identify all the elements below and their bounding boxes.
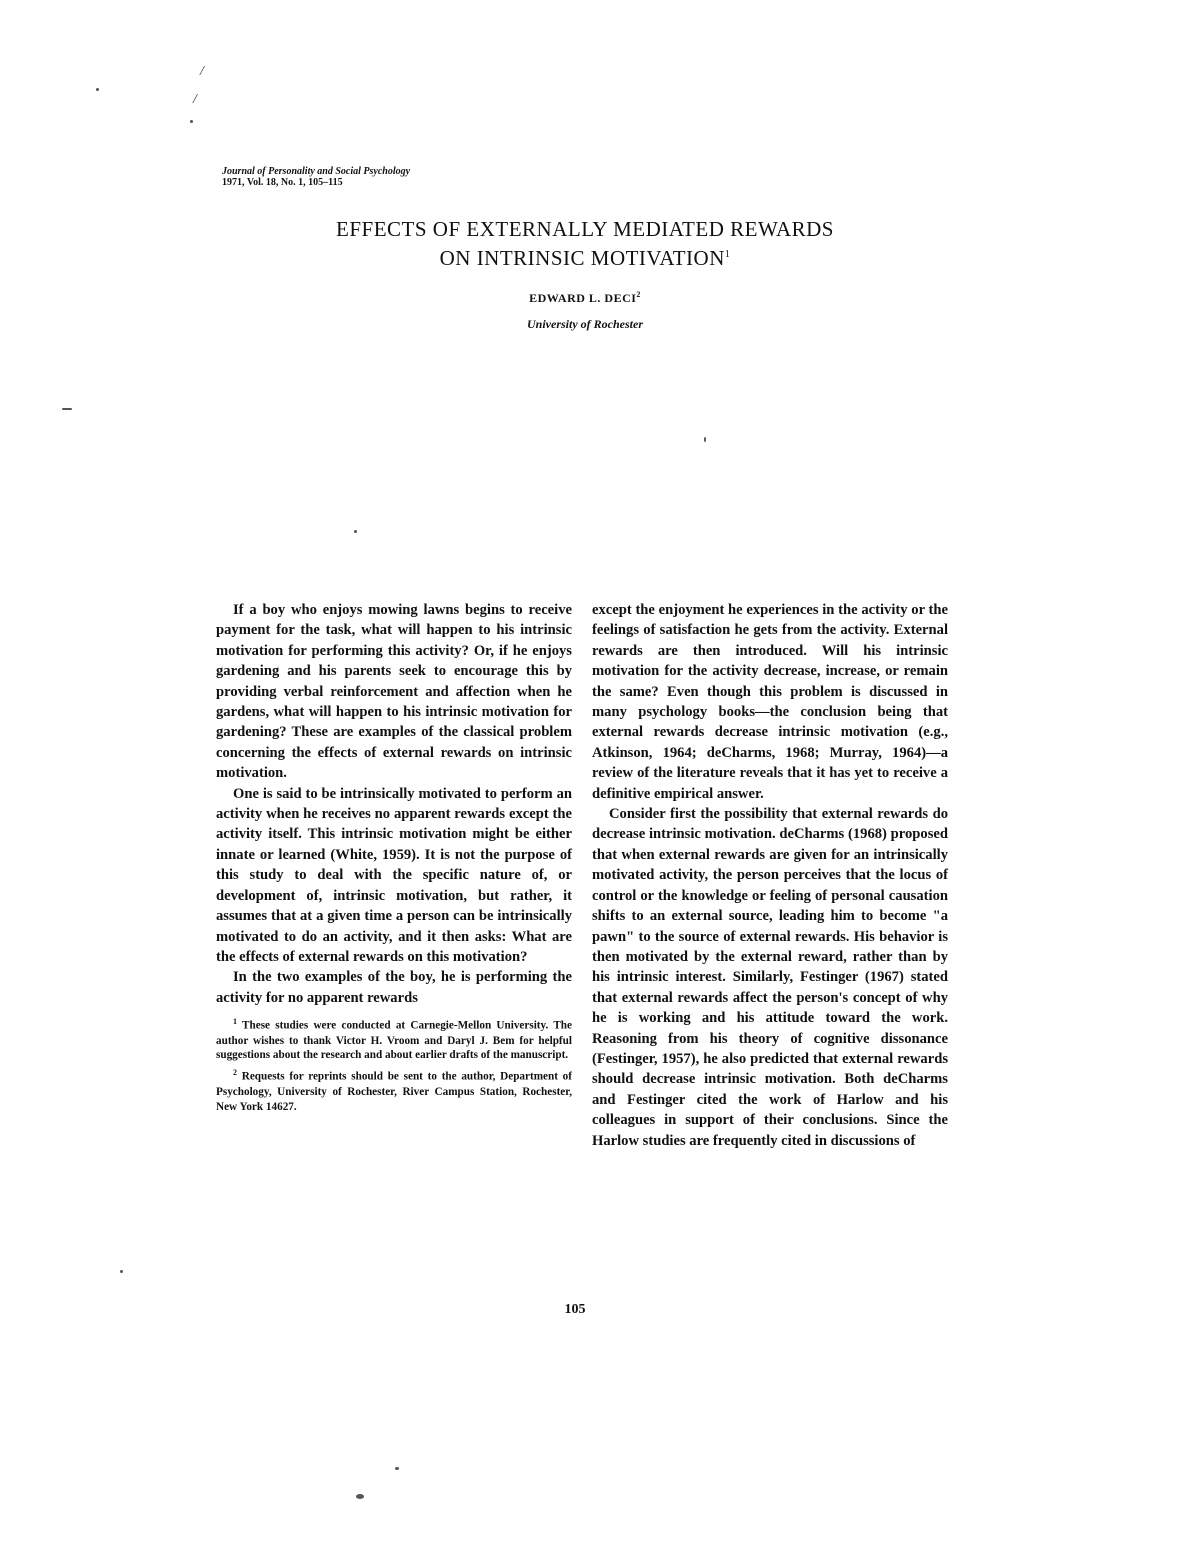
scan-speck	[395, 1467, 399, 1470]
footnote-text: These studies were conducted at Carnegie-Mellon University. The author wishes to thank Victor H. Vroom and Daryl J. Bem for helpful suggestions about the research and about earlier drafts of the manuscript.	[216, 1019, 572, 1062]
scan-speck	[356, 1494, 364, 1499]
footnote-text: Requests for reprints should be sent to the author, Department of Psychology, University of Rochester, River Campus Station, Rochester, New York 14627.	[216, 1070, 573, 1113]
right-column	[592, 600, 948, 1151]
body-paragraph: One is said to be intrinsically motivated to perform an activity when he receives no apparent rewards except the activity itself. This intrinsic motivation might be either innate or learned (White, 1959). It is not the purpose of this study to deal with the specific nature of, or development of, intrinsic motivation, but rather, it assumes that at a given time a person can be intrinsically motivated to do an activity, and it then asks: What are the effects of external rewards on this motivation?	[216, 785, 572, 965]
body-paragraph: Consider first the possibility that external rewards do decrease intrinsic motivation. deCharms (1968) proposed that when external rewards are given for an intrinsically motivated activity, the person perceives that the locus of control or the knowledge or feeling of personal causation shifts to an external source, leading him to become "a pawn" to the source of external rewards. His behavior is then motivated by the external reward, rather than by his intrinsic interest. Similarly, Festinger (1967) stated that external rewards affect the person's concept of why he is working and his attitude toward the work. Reasoning from his theory of cognitive dissonance (Festinger, 1957), he also predicted that external rewards should decrease intrinsic motivation. Both deCharms and Festinger cited the work of Harlow and his colleagues in support of their conclusions. Since the Harlow studies are frequently cited in discussions of	[592, 806, 948, 1149]
left-column	[216, 600, 572, 1114]
journal-volume: 1971, Vol. 18, No. 1, 105–115	[222, 177, 343, 188]
author-name-text: EDWARD L. DECI	[529, 291, 637, 305]
body-paragraph: In the two examples of the boy, he is performing the activity for no apparent rewards	[216, 969, 572, 1006]
footnotes	[216, 1015, 572, 1114]
footnote-mark: 1	[233, 1017, 237, 1027]
scan-speck	[62, 408, 72, 410]
scan-mark: /	[200, 64, 204, 79]
title-line-2-text: ON INTRINSIC MOTIVATION	[439, 246, 725, 270]
body-paragraph: If a boy who enjoys mowing lawns begins to receive payment for the task, what will happen to his intrinsic motivation for performing this activity? Or, if he enjoys gardening and his parents seek to encourage this by providing verbal reinforcement and affection when he gardens, what will happen to his intrinsic motivation for gardening? These are examples of the classical problem concerning the effects of external rewards on intrinsic motivation.	[216, 602, 572, 782]
journal-name: Journal of Personality and Social Psychology	[222, 166, 411, 177]
title-line-2	[240, 242, 930, 271]
journal-citation	[222, 166, 410, 188]
author-name	[0, 290, 1170, 306]
scan-speck	[120, 1270, 123, 1273]
scan-speck	[704, 437, 706, 442]
scan-mark: /	[193, 92, 197, 107]
footnote	[216, 1066, 572, 1114]
scan-speck	[190, 120, 193, 123]
title-line-1: EFFECTS OF EXTERNALLY MEDIATED REWARDS	[336, 217, 834, 241]
body-paragraph: except the enjoyment he experiences in the activity or the feelings of satisfaction he gets from the activity. External rewards are then introduced. Will his intrinsic motivation for the activity decrease, increase, or remain the same? Even though this problem is discussed in many psychology books—the conclusion being that external rewards decrease intrinsic motivation (e.g., Atkinson, 1964; deCharms, 1968; Murray, 1964)—a review of the literature reveals that it has yet to receive a definitive empirical answer.	[592, 602, 948, 802]
footnote-mark: 2	[233, 1068, 237, 1078]
author-footnote-mark: 2	[636, 290, 641, 299]
footnote	[216, 1015, 572, 1063]
title-footnote-mark: 1	[724, 249, 731, 260]
scan-speck	[96, 88, 99, 91]
paper-title	[240, 216, 930, 271]
scan-speck	[354, 530, 357, 533]
page-number: 105	[564, 1302, 586, 1317]
author-affiliation: University of Rochester	[527, 317, 643, 331]
